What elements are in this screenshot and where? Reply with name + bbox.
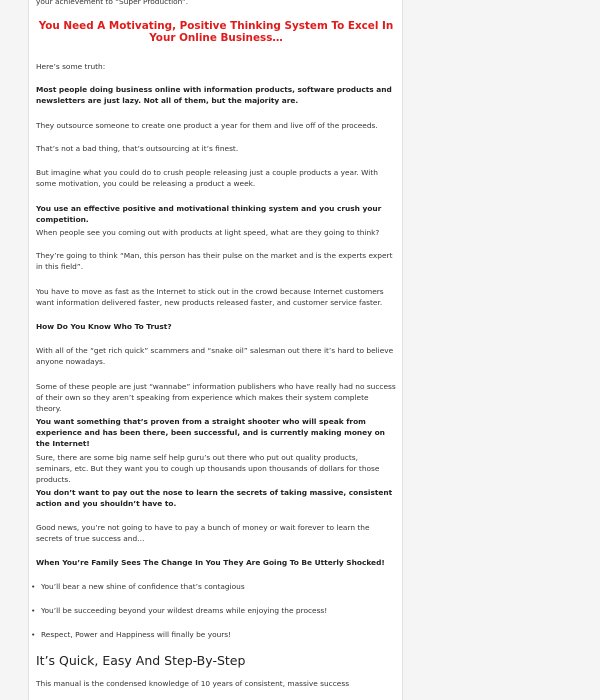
paragraph: Good news, you’re not going to have to pay a bunch of money or wait forever to learn the secrets of true success and…: [36, 523, 370, 543]
paragraph: They’re going to think “Man, this person has their pulse on the market and is the experts expert in this field”.: [36, 251, 393, 271]
bullet-icon: •: [31, 582, 36, 591]
paragraph: But imagine what you could do to crush people releasing just a couple products a year. With some motivation, you could be releasing a product a week.: [36, 168, 378, 188]
list-item: [31, 629, 391, 640]
section-heading: It’s Quick, Easy And Step-By-Step: [36, 653, 246, 668]
intro-fragment: your achievement to “Super Production”.: [36, 0, 189, 6]
paragraph: They outsource someone to create one product a year for them and live off of the proceeds.: [36, 121, 378, 130]
list-item: [31, 581, 391, 592]
paragraph-bold: You use an effective positive and motivational thinking system and you crush your competition.: [36, 204, 382, 224]
list-item-text: You’ll be succeeding beyond your wildest dreams while enjoying the process!: [41, 606, 328, 615]
paragraph: That’s not a bad thing, that’s outsourcing at it’s finest.: [36, 144, 239, 153]
paragraph: Here’s some truth:: [36, 62, 106, 71]
list-item-text: You’ll bear a new shine of confidence that’s contagious: [41, 582, 245, 591]
list-item: [31, 605, 391, 616]
bullet-icon: •: [31, 606, 36, 615]
list-item-text: Respect, Power and Happiness will finally be yours!: [41, 630, 232, 639]
paragraph: Some of these people are just “wannabe” information publishers who have really had no success of their own so they aren’t speaking from experience which makes their system complete theory.: [36, 382, 396, 413]
headline: You Need A Motivating, Positive Thinking System To Excel In Your Online Business…: [38, 20, 394, 44]
paragraph: Sure, there are some big name self help guru’s out there who put out quality products, seminars, etc. But they want you to cough up thousands upon thousands of dollars for those products.: [36, 453, 380, 484]
subheading: When You’re Family Sees The Change In You They Are Going To Be Utterly Shocked!: [36, 558, 385, 567]
paragraph: When people see you coming out with products at light speed, what are they going to think?: [36, 228, 380, 237]
paragraph: You have to move as fast as the Internet to stick out in the crowd because Internet customers want information delivered faster, new products released faster, and customer service faster.: [36, 287, 384, 307]
paragraph-bold: You don’t want to pay out the nose to learn the secrets of taking massive, consistent action and you shouldn’t have to.: [36, 488, 393, 508]
bullet-icon: •: [31, 630, 36, 639]
paragraph-bold: You want something that’s proven from a straight shooter who will speak from experience and has been there, been successful, and is currently making money on the Internet!: [36, 417, 385, 448]
paragraph-bold: Most people doing business online with information products, software products and newsletters are just lazy. Not all of them, but the majority are.: [36, 85, 392, 105]
page-column: [28, 0, 403, 700]
paragraph: This manual is the condensed knowledge of 10 years of consistent, massive success: [36, 679, 350, 688]
subheading: How Do You Know Who To Trust?: [36, 322, 172, 331]
paragraph: With all of the “get rich quick” scammers and “snake oil” salesman out there it’s hard to believe anyone nowadays.: [36, 346, 394, 366]
